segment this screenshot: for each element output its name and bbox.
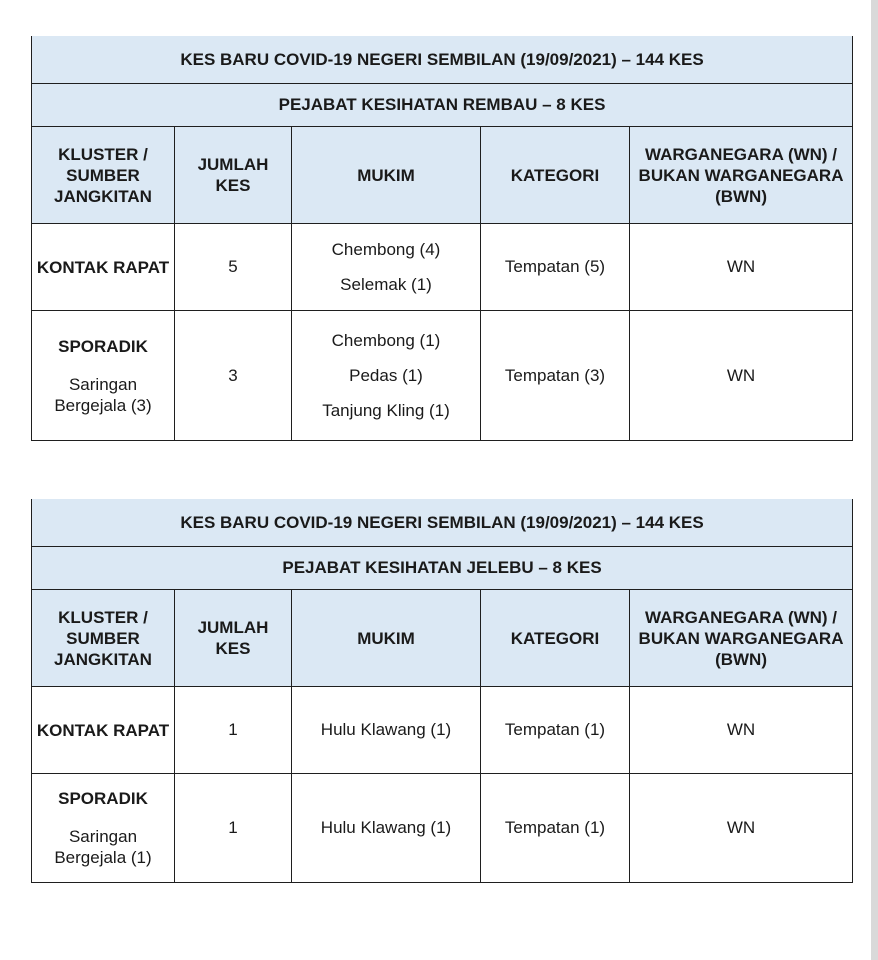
col-header-wn: WARGANEGARA (WN) / BUKAN WARGANEGARA (BWN) bbox=[630, 590, 853, 687]
cluster-label: SPORADIK bbox=[58, 336, 148, 356]
cluster-label: KONTAK RAPAT bbox=[36, 720, 170, 740]
table-title: KES BARU COVID-19 NEGERI SEMBILAN (19/09/2021) – 144 KES bbox=[32, 36, 853, 84]
mukim-item: Tanjung Kling (1) bbox=[322, 401, 450, 420]
rembau-table bbox=[31, 36, 853, 441]
col-header-mukim: MUKIM bbox=[292, 590, 481, 687]
jumlah-cell: 1 bbox=[175, 687, 292, 774]
office-heading: PEJABAT KESIHATAN JELEBU – 8 KES bbox=[32, 547, 853, 590]
kategori-cell: Tempatan (5) bbox=[481, 224, 630, 311]
col-header-wn: WARGANEGARA (WN) / BUKAN WARGANEGARA (BWN) bbox=[630, 127, 853, 224]
cluster-cell bbox=[32, 687, 175, 774]
col-header-kategori: KATEGORI bbox=[481, 590, 630, 687]
col-header-jumlah: JUMLAH KES bbox=[175, 127, 292, 224]
cluster-cell bbox=[32, 774, 175, 883]
table-row bbox=[32, 687, 853, 774]
jumlah-cell: 3 bbox=[175, 311, 292, 441]
mukim-cell: Hulu Klawang (1) bbox=[292, 687, 481, 774]
wn-cell: WN bbox=[630, 311, 853, 441]
col-header-cluster: KLUSTER / SUMBER JANGKITAN bbox=[32, 590, 175, 687]
mukim-item: Pedas (1) bbox=[349, 366, 423, 385]
jelebu-table bbox=[31, 499, 853, 883]
cluster-cell bbox=[32, 311, 175, 441]
mukim-item: Chembong (4) bbox=[331, 240, 441, 259]
col-header-jumlah: JUMLAH KES bbox=[175, 590, 292, 687]
wn-cell: WN bbox=[630, 687, 853, 774]
wn-cell: WN bbox=[630, 224, 853, 311]
jumlah-cell: 5 bbox=[175, 224, 292, 311]
table-row bbox=[32, 774, 853, 883]
cluster-label: SPORADIK bbox=[58, 789, 148, 808]
table-row bbox=[32, 311, 853, 441]
mukim-item: Selemak (1) bbox=[340, 275, 432, 294]
col-header-kategori: KATEGORI bbox=[481, 127, 630, 224]
cluster-label: KONTAK RAPAT bbox=[36, 257, 170, 277]
cluster-cell bbox=[32, 224, 175, 311]
col-header-cluster: KLUSTER / SUMBER JANGKITAN bbox=[32, 127, 175, 224]
office-heading: PEJABAT KESIHATAN REMBAU – 8 KES bbox=[32, 84, 853, 127]
kategori-cell: Tempatan (3) bbox=[481, 311, 630, 441]
wn-cell: WN bbox=[630, 774, 853, 883]
mukim-cell bbox=[292, 311, 481, 441]
page-edge bbox=[871, 0, 878, 960]
col-header-mukim: MUKIM bbox=[292, 127, 481, 224]
table-title: KES BARU COVID-19 NEGERI SEMBILAN (19/09/2021) – 144 KES bbox=[32, 499, 853, 547]
mukim-cell bbox=[292, 224, 481, 311]
mukim-cell: Hulu Klawang (1) bbox=[292, 774, 481, 883]
cluster-sub-label: Saringan Bergejala (1) bbox=[54, 827, 152, 867]
table-row bbox=[32, 224, 853, 311]
jumlah-cell: 1 bbox=[175, 774, 292, 883]
cluster-sub-label: Saringan Bergejala (3) bbox=[54, 374, 152, 415]
mukim-item: Chembong (1) bbox=[331, 331, 441, 350]
kategori-cell: Tempatan (1) bbox=[481, 774, 630, 883]
kategori-cell: Tempatan (1) bbox=[481, 687, 630, 774]
